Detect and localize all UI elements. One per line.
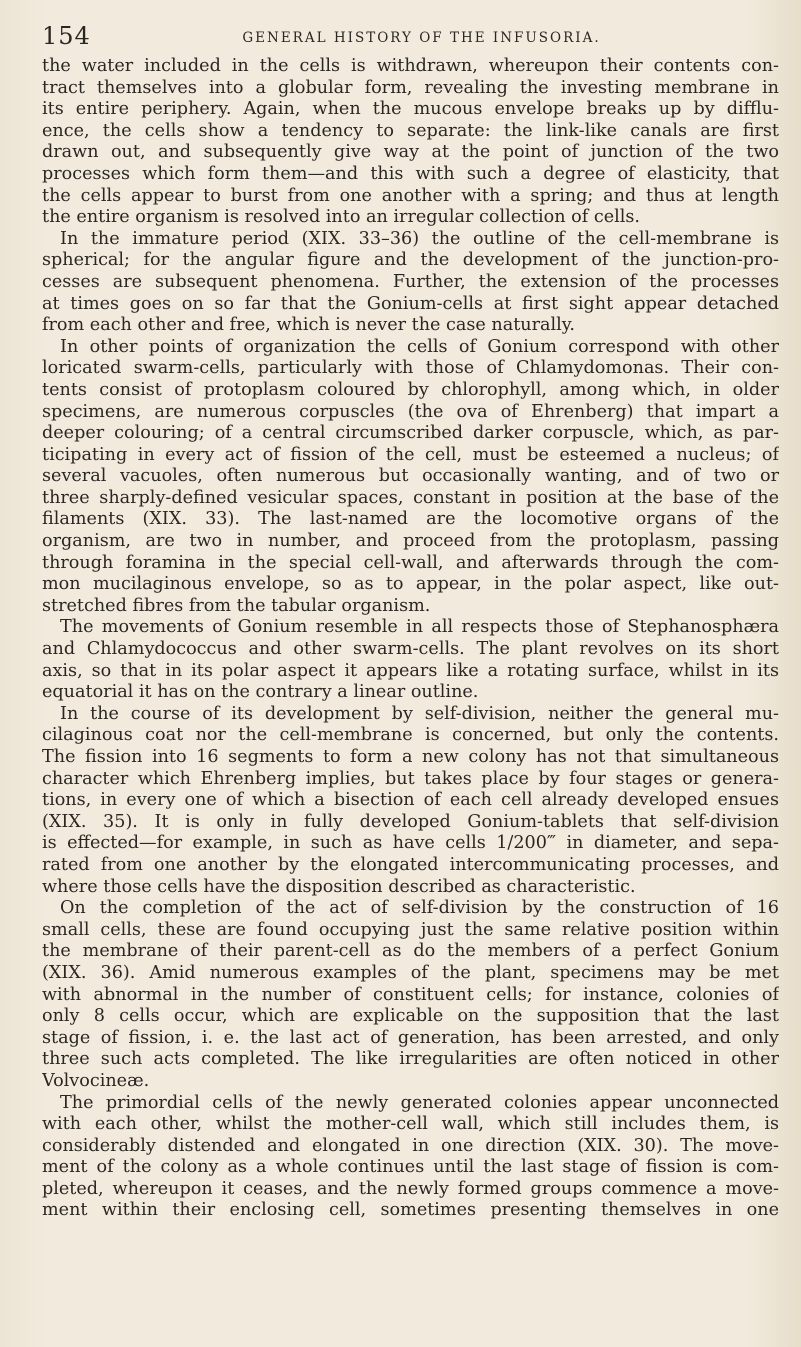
text-line: the membrane of their parent-cell as do the members of a perfect Gonium [42,941,779,962]
text-line: On the completion of the act of self-division by the construction of 16 [60,898,779,919]
text-line: at times goes on so far that the Gonium-cells at first sight appear detached [42,293,779,314]
text-line: The primordial cells of the newly generated colonies appear unconnected [60,1092,779,1113]
text-line: (XIX. 35). It is only in fully developed Gonium-tablets that self-division [42,811,779,832]
page-header [42,22,761,52]
text-line: several vacuoles, often numerous but occasionally wanting, and of two or [42,466,779,487]
text-line: The movements of Gonium resemble in all respects those of Stephanosphæra [60,617,779,638]
text-line: ment of the colony as a whole continues until the last stage of fission is com- [42,1157,779,1178]
text-line: ence, the cells show a tendency to separate: the link-like canals are first [42,120,779,141]
text-line: equatorial it has on the contrary a linear outline. [42,682,479,703]
text-line: specimens, are numerous corpuscles (the ova of Ehrenberg) that impart a [42,401,779,422]
page-number: 154 [42,22,91,50]
text-line: its entire periphery. Again, when the mucous envelope breaks up by difflu- [42,99,779,120]
text-line: drawn out, and subsequently give way at the point of junction of the two [42,142,779,163]
text-line: (XIX. 36). Amid numerous examples of the plant, specimens may be met [42,962,779,983]
text-line: filaments (XIX. 33). The last-named are the locomotive organs of the [42,509,779,530]
text-line: deeper colouring; of a central circumscribed darker corpuscle, which, as par- [42,423,779,444]
text-line: mon mucilaginous envelope, so as to appear, in the polar aspect, like out- [42,574,779,595]
text-line: ment within their enclosing cell, sometimes presenting themselves in one [42,1200,779,1221]
text-line: through foramina in the special cell-wall, and afterwards through the com- [42,552,779,573]
text-line: organism, are two in number, and proceed from the protoplasm, passing [42,531,779,552]
text-line: In other points of organization the cells of Gonium correspond with other [60,336,779,357]
text-line: is effected—for example, in such as have cells 1/200‴ in diameter, and sepa- [42,833,779,854]
text-line: pleted, whereupon it ceases, and the newly formed groups commence a move- [42,1178,779,1199]
text-line: with each other, whilst the mother-cell wall, which still includes them, is [42,1114,779,1135]
text-line: In the course of its development by self-division, neither the general mu- [60,703,779,724]
text-line: and Chlamydococcus and other swarm-cells. The plant revolves on its short [42,639,779,660]
text-line: character which Ehrenberg implies, but takes place by four stages or genera- [42,768,779,789]
text-line: rated from one another by the elongated intercommunicating processes, and [42,854,779,875]
text-line: where those cells have the disposition described as characteristic. [42,876,636,897]
text-line: Volvocineæ. [42,1070,150,1091]
text-line: tions, in every one of which a bisection of each cell already developed ensues [42,790,779,811]
text-line: three such acts completed. The like irregularities are often noticed in other [42,1049,779,1070]
text-line: only 8 cells occur, which are explicable on the supposition that the last [42,1006,779,1027]
text-line: from each other and free, which is never the case naturally. [42,315,575,336]
text-line: cilaginous coat nor the cell-membrane is concerned, but only the contents. [42,725,779,746]
text-line: the water included in the cells is withdrawn, whereupon their contents con- [42,56,779,76]
body-text [42,56,779,1222]
text-line: the cells appear to burst from one another with a spring; and thus at length [42,185,779,206]
text-line: with abnormal in the number of constituent cells; for instance, colonies of [42,984,779,1005]
text-line: small cells, these are found occupying just the same relative position within [42,919,779,940]
text-line: cesses are subsequent phenomena. Further, the extension of the processes [42,271,779,292]
text-line: tents consist of protoplasm coloured by chlorophyll, among which, in older [42,379,779,400]
text-line: stretched fibres from the tabular organism. [42,595,431,616]
text-line: tract themselves into a globular form, revealing the investing membrane in [42,77,779,98]
text-line: spherical; for the angular figure and the development of the junction-pro- [42,250,779,271]
text-line: considerably distended and elongated in one direction (XIX. 30). The move- [42,1135,779,1156]
text-line: ticipating in every act of fission of the cell, must be esteemed a nucleus; of [42,444,779,465]
text-line: the entire organism is resolved into an irregular collection of cells. [42,207,641,228]
text-line: axis, so that in its polar aspect it appears like a rotating surface, whilst in its [42,660,779,681]
text-line: loricated swarm-cells, particularly with those of Chlamydomonas. Their con- [42,358,779,379]
running-title: GENERAL HISTORY OF THE INFUSORIA. [242,30,601,46]
text-line: three sharply-defined vesicular spaces, constant in position at the base of the [42,487,779,508]
text-line: processes which form them—and this with such a degree of elasticity, that [42,163,779,184]
text-line: The fission into 16 segments to form a new colony has not that simultaneous [42,747,779,767]
text-line: In the immature period (XIX. 33–36) the outline of the cell-membrane is [60,228,779,249]
text-line: stage of fission, i. e. the last act of generation, has been arrested, and only [42,1027,779,1048]
